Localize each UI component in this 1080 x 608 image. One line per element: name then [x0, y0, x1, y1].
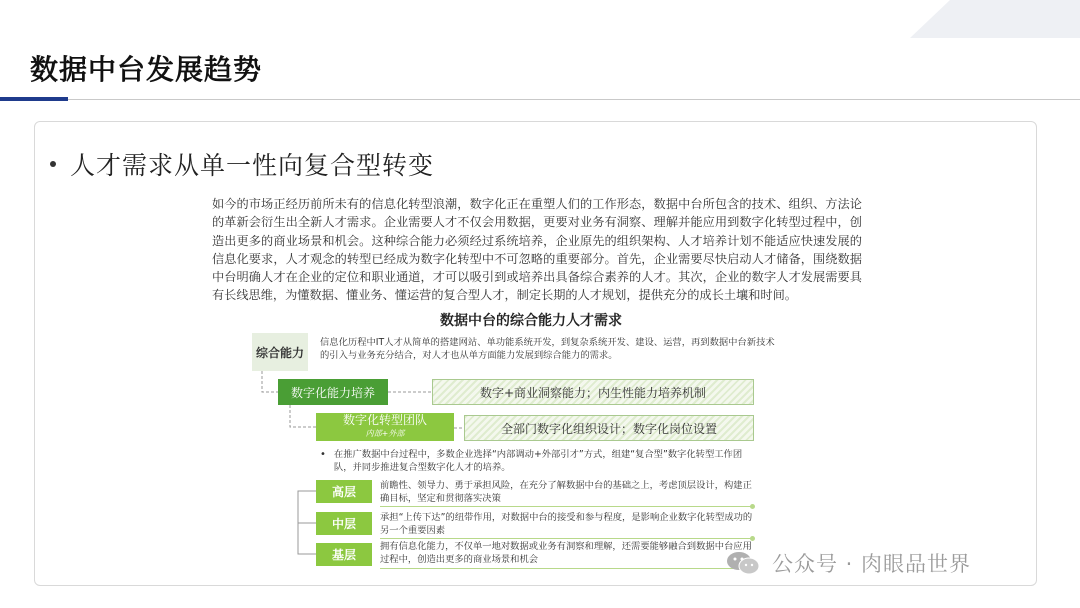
team-label: 数字化转型团队 [342, 413, 427, 427]
training-description: 数字+商业洞察能力；内生性能力培养机制 [432, 379, 754, 405]
level-base-description: 拥有信息化能力，不仅单一地对数据或业务有洞察和理解，还需要能够融合到数据中台应用过程中，创造出更多的商业场景和机会 [380, 541, 752, 565]
training-box [278, 379, 388, 405]
intro-paragraph: 如今的市场正经历前所未有的信息化转型浪潮，数字化正在重塑人们的工作形态，数据中台所包含的技术、组织、方法论的革新会衍生出全新人才需求。企业需要人才不仅会用数据，更要对业务有洞察、理解并能应用到数字化转型过程中，创造出更多的商业场景和机会。这种综合能力必须经过系统培养，企业原先的组织架构、人才培养计划不能适应快速发展的信息化要求，人才观念的转型已经成为数字化转型中不可忽略的重要部分。首先，企业需要尽快启动人才储备，围绕数据中台明确人才在企业的定位和职业通道，才可以吸引到或培养出具备综合素养的人才。其次，企业的数字人才发展需要具有长线思维，为懂数据、懂业务、懂运营的复合型人才，制定长期的人才规划，提供充分的成长土壤和时间。 [212, 197, 862, 303]
bullet-dot-icon [50, 161, 56, 167]
team-note [320, 448, 760, 474]
watermark-text: 公众号 · 肉眼品世界 [772, 552, 972, 576]
title-accent-bar [0, 97, 68, 101]
corner-decoration [910, 0, 1080, 38]
team-sublabel: 内部+外部 [365, 429, 405, 438]
level-senior-description: 前瞻性、领导力、勇于承担风险，在充分了解数据中台的基础之上，考虑顶层设计，构建正确目标，坚定和贯彻落实决策 [380, 480, 752, 504]
section-bullet [50, 146, 434, 182]
section-heading: 人才需求从单一性向复合型转变 [70, 151, 435, 180]
page-title: 数据中台发展趋势 [30, 53, 263, 86]
level-base-label: 基层 [316, 543, 372, 566]
note-bullet-icon: • [320, 449, 326, 460]
level-senior-label: 高层 [316, 480, 372, 503]
team-note-text: 在推广数据中台过程中，多数企业选择“内部调动+外部引才”方式，组建“复合型”数字化转型工作团队，并同步推进复合型数字化人才的培养。 [333, 449, 743, 473]
team-description: 全部门数字化组织设计；数字化岗位设置 [464, 415, 754, 441]
wechat-icon [726, 551, 760, 575]
watermark [726, 548, 971, 578]
level-middle-underline [380, 538, 752, 539]
level-senior-dot [750, 504, 755, 509]
level-middle-label: 中层 [316, 512, 372, 535]
capability-description: 信息化历程中IT人才从简单的搭建网站、单功能系统开发，到复杂系统开发、建设、运营，再到数据中台新技术的引入与业务充分结合，对人才也从单方面能力发展到综合能力的需求。 [320, 337, 775, 361]
team-box [316, 413, 454, 441]
training-label: 数字化能力培养 [290, 385, 375, 400]
level-senior-underline [380, 506, 752, 507]
talent-diagram [248, 330, 778, 570]
level-middle-description: 承担“上传下达”的纽带作用，对数据中台的接受和参与程度，是影响企业数字化转型成功的另一个重要因素 [380, 512, 753, 536]
title-divider [68, 99, 1080, 100]
diagram-title: 数据中台的综合能力人才需求 [440, 313, 622, 329]
capability-label: 综合能力 [252, 333, 308, 371]
level-base-underline [380, 568, 752, 569]
